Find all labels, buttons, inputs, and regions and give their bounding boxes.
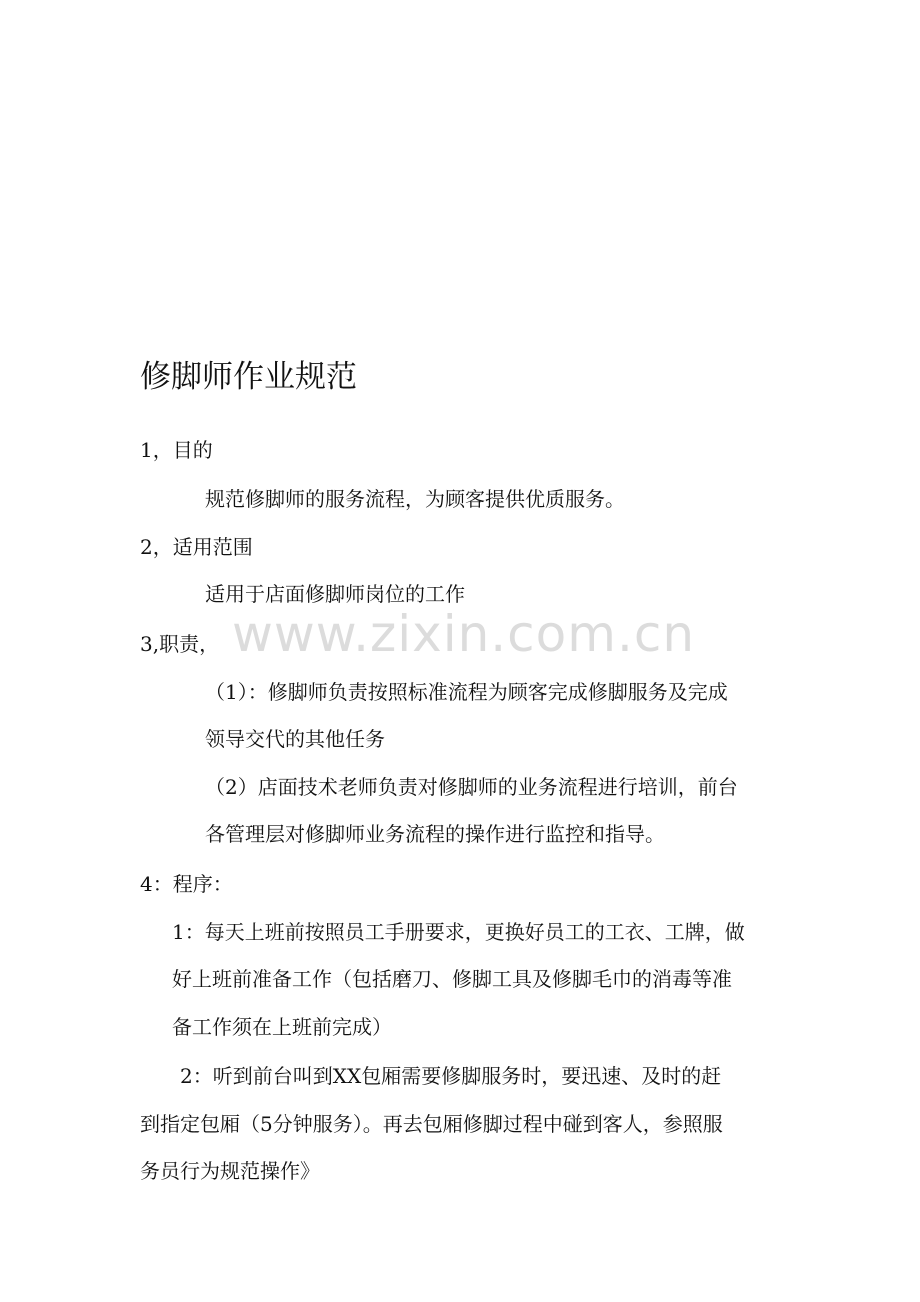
- procedure-item-1-line-3: 备工作须在上班前完成）: [172, 1015, 392, 1039]
- duty-item-2-line-1: （2）店面技术老师负责对修脚师的业务流程进行培训，前台: [205, 775, 738, 799]
- section-heading-scope: 2，适用范围: [140, 535, 253, 559]
- scope-text: 适用于店面修脚师岗位的工作: [205, 582, 465, 606]
- purpose-text: 规范修脚师的服务流程，为顾客提供优质服务。: [205, 487, 625, 511]
- procedure-item-1-line-1: 1：每天上班前按照员工手册要求，更换好员工的工衣、工牌，做: [172, 920, 745, 944]
- procedure-item-2-line-2: 到指定包厢（5分钟服务）。再去包厢修脚过程中碰到客人，参照服: [140, 1112, 723, 1136]
- duty-item-1-line-2: 领导交代的其他任务: [205, 727, 385, 751]
- section-heading-purpose: 1，目的: [140, 438, 213, 462]
- document-title: 修脚师作业规范: [140, 359, 357, 395]
- watermark: www.zixin.com.cn: [232, 605, 696, 663]
- procedure-item-2-line-3: 务员行为规范操作》: [140, 1159, 320, 1183]
- section-heading-duties: 3,职责，: [140, 632, 220, 656]
- section-heading-procedure: 4：程序：: [140, 872, 233, 896]
- duty-item-1-line-1: （1）：修脚师负责按照标准流程为顾客完成修脚服务及完成: [205, 680, 728, 704]
- procedure-item-1-line-2: 好上班前准备工作（包括磨刀、修脚工具及修脚毛巾的消毒等准: [172, 967, 732, 991]
- duty-item-2-line-2: 各管理层对修脚师业务流程的操作进行监控和指导。: [205, 822, 665, 846]
- procedure-item-2-line-1: 2：听到前台叫到XX包厢需要修脚服务时，要迅速、及时的赶: [180, 1064, 722, 1088]
